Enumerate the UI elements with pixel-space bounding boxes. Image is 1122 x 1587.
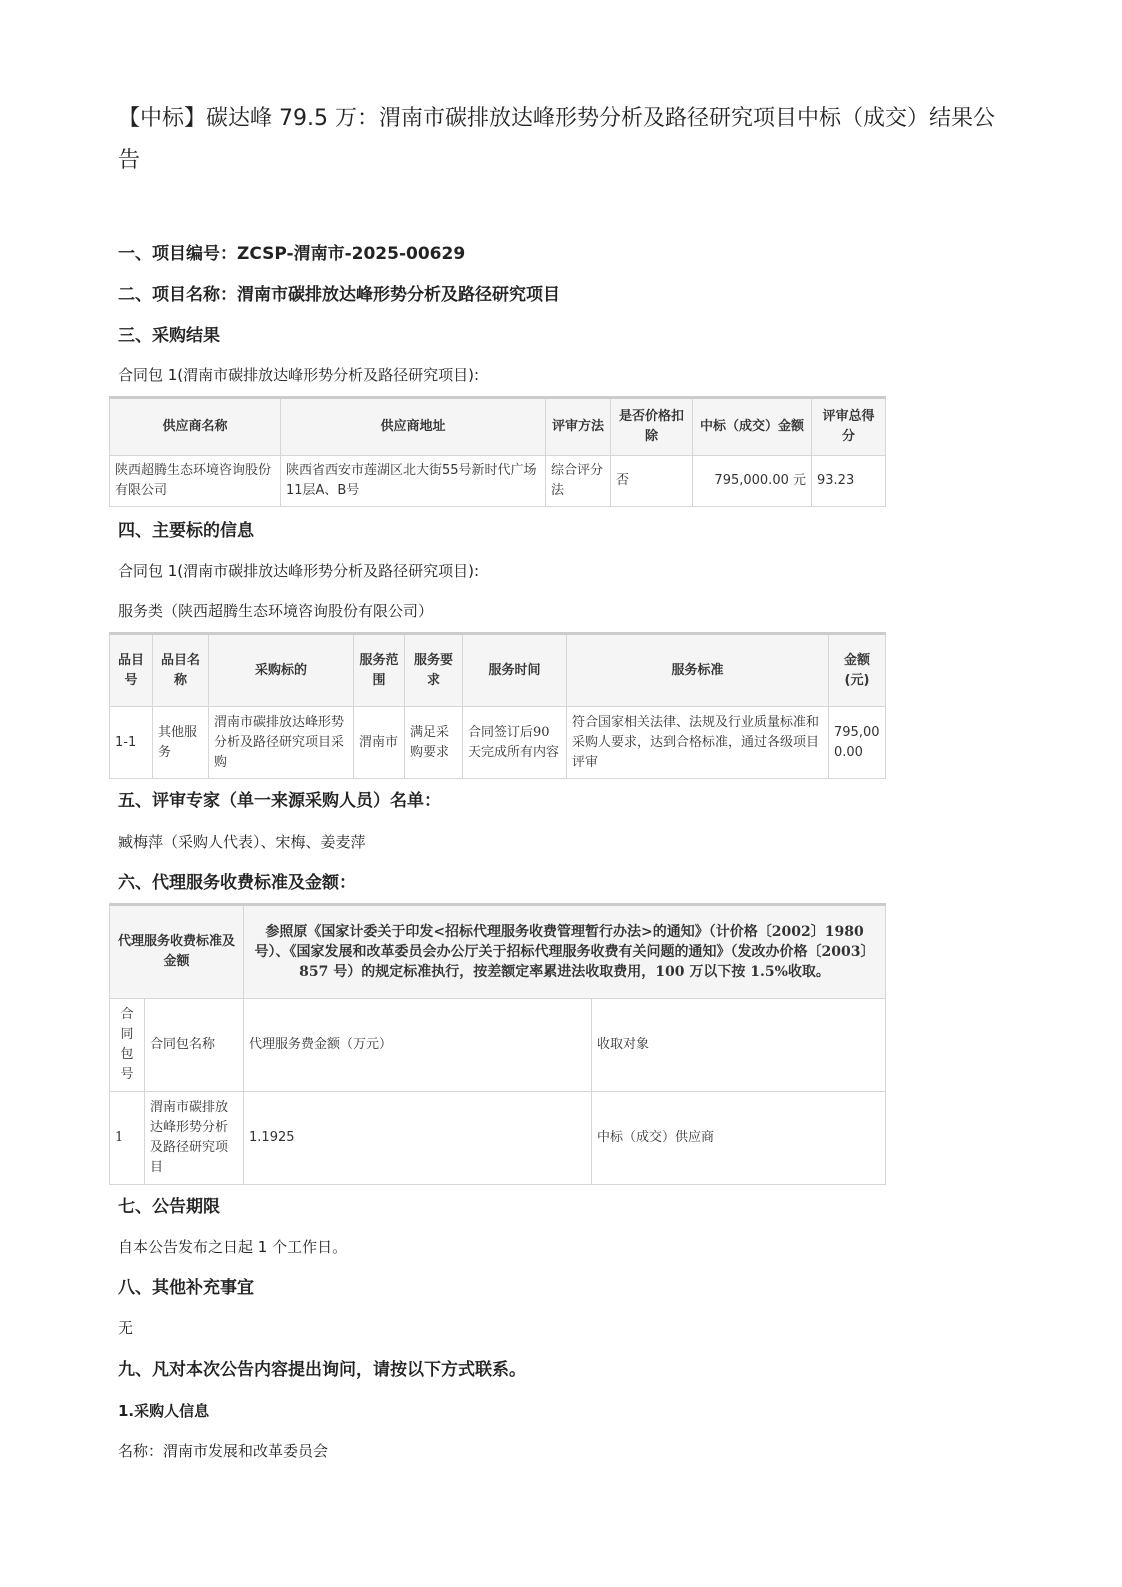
header-cell: 供应商名称	[110, 398, 281, 456]
header-cell: 供应商地址	[281, 398, 546, 456]
header-cell: 服务时间	[463, 634, 567, 707]
header-cell: 中标（成交）金额	[693, 398, 812, 456]
table-header-row	[110, 398, 886, 456]
package-label: 合同包 1(渭南市碳排放达峰形势分析及路径研究项目):	[118, 366, 480, 384]
service-time: 合同签订后90天完成所有内容	[463, 707, 567, 779]
award-amount: 795,000.00 元	[693, 456, 812, 507]
header-cell: 品目名称	[153, 634, 209, 707]
service-scope: 渭南市	[354, 707, 405, 779]
review-method: 综合评分法	[546, 456, 611, 507]
section-heading: 九、凡对本次公告内容提出询问，请按以下方式联系。	[118, 1360, 526, 1380]
fee-payer: 中标（成交）供应商	[592, 1092, 886, 1185]
table-row	[110, 456, 886, 507]
header-cell: 评审方法	[546, 398, 611, 456]
purchaser-name: 名称：渭南市发展和改革委员会	[118, 1442, 329, 1460]
header-cell: 是否价格扣除	[611, 398, 693, 456]
table-header-row	[110, 634, 886, 707]
header-cell: 收取对象	[592, 999, 886, 1092]
header-cell: 金额(元)	[829, 634, 886, 707]
table-row	[110, 1092, 886, 1185]
supplier-address: 陕西省西安市莲湖区北大街55号新时代广场11层A、B号	[281, 456, 546, 507]
other-matters: 无	[118, 1319, 134, 1337]
header-cell: 合同包名称	[145, 999, 244, 1092]
package-name: 渭南市碳排放达峰形势分析及路径研究项目	[145, 1092, 244, 1185]
total-score: 93.23	[812, 456, 886, 507]
fee-table	[109, 903, 886, 1185]
section-heading: 二、项目名称：渭南市碳排放达峰形势分析及路径研究项目	[118, 285, 560, 305]
service-requirement: 满足采购要求	[405, 707, 463, 779]
fee-standard: 参照原《国家计委关于印发<招标代理服务收费管理暂行办法>的通知》（计价格〔2002〕1980 号）、《国家发展和改革委员会办公厅关于招标代理服务收费有关问题的通知》（发改办价格〔2003〕857 号）的规定标准执行，按差额定率累进法收取费用，100 万以下按 1.5%收取。	[244, 905, 886, 999]
header-cell: 品目号	[110, 634, 153, 707]
result-table	[109, 396, 886, 507]
notice-period: 自本公告发布之日起 1 个工作日。	[118, 1238, 348, 1256]
procurement-subject: 渭南市碳排放达峰形势分析及路径研究项目采购	[209, 707, 354, 779]
item-name: 其他服务	[153, 707, 209, 779]
header-cell: 评审总得分	[812, 398, 886, 456]
header-cell: 合同包号	[110, 999, 145, 1092]
subsection-heading: 1.采购人信息	[118, 1402, 210, 1420]
section-heading: 一、项目编号：ZCSP-渭南市-2025-00629	[118, 244, 466, 264]
category-label: 服务类（陕西超腾生态环境咨询股份有限公司）	[118, 602, 434, 620]
price-deduction: 否	[611, 456, 693, 507]
table-row	[110, 707, 886, 779]
supplier-name: 陕西超腾生态环境咨询股份有限公司	[110, 456, 281, 507]
package-number: 1	[110, 1092, 145, 1185]
subject-table	[109, 632, 886, 779]
section-heading: 四、主要标的信息	[118, 521, 254, 541]
section-heading: 三、采购结果	[118, 326, 220, 346]
section-heading: 六、代理服务收费标准及金额：	[118, 873, 356, 893]
fee-amount: 1.1925	[244, 1092, 592, 1185]
expert-names: 臧梅萍（采购人代表）、宋梅、姜麦萍	[118, 833, 366, 851]
section-heading: 八、其他补充事宜	[118, 1278, 254, 1298]
header-cell: 服务范围	[354, 634, 405, 707]
section-heading: 七、公告期限	[118, 1197, 220, 1217]
header-cell: 服务标准	[567, 634, 829, 707]
table-row	[110, 999, 886, 1092]
package-label: 合同包 1(渭南市碳排放达峰形势分析及路径研究项目):	[118, 562, 480, 580]
page-title: 【中标】碳达峰 79.5 万：渭南市碳排放达峰形势分析及路径研究项目中标（成交）结果公告	[118, 106, 995, 173]
header-cell: 采购标的	[209, 634, 354, 707]
amount: 795,000.00	[829, 707, 886, 779]
header-cell: 服务要求	[405, 634, 463, 707]
fee-label: 代理服务收费标准及金额	[110, 905, 244, 999]
section-heading: 五、评审专家（单一来源采购人员）名单：	[118, 791, 441, 811]
item-number: 1-1	[110, 707, 153, 779]
table-header-row	[110, 905, 886, 999]
header-cell: 代理服务费金额（万元）	[244, 999, 592, 1092]
service-standard: 符合国家相关法律、法规及行业质量标准和采购人要求，达到合格标准，通过各级项目评审	[567, 707, 829, 779]
